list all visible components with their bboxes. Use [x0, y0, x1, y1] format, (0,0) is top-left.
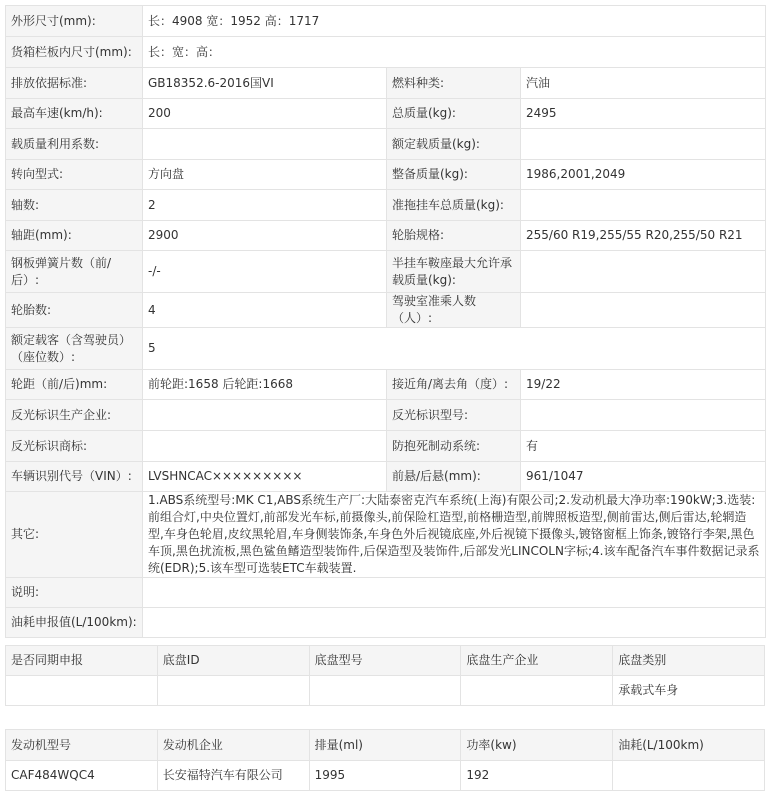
reflector-maker-value [143, 400, 387, 431]
curb-weight-value: 1986,2001,2049 [521, 160, 766, 190]
fuel-type-label: 燃料种类: [387, 68, 521, 99]
abs-value: 有 [521, 431, 766, 462]
dims-value: 长：4908 宽：1952 高：1717 [143, 6, 766, 37]
track-width-value: 前轮距:1658 后轮距:1668 [143, 370, 387, 400]
trailer-mass-label: 准拖挂车总质量(kg): [387, 190, 521, 221]
load-utilization-label: 载质量利用系数: [6, 129, 143, 160]
curb-weight-label: 整备质量(kg): [387, 160, 521, 190]
other-label: 其它: [6, 492, 143, 578]
chassis-header-cell: 是否同期申报 [6, 646, 158, 676]
leaf-spring-value: -/- [143, 251, 387, 293]
axle-count-label: 轴数: [6, 190, 143, 221]
leaf-spring-label: 钢板弹簧片数（前/后）: [6, 251, 143, 293]
engine-header-cell: 油耗(L/100km) [613, 730, 765, 761]
reflector-brand-value [143, 431, 387, 462]
emission-standard-label: 排放依据标准: [6, 68, 143, 99]
max-speed-label: 最高车速(km/h): [6, 99, 143, 129]
trailer-mass-value [521, 190, 766, 221]
overhang-value: 961/1047 [521, 462, 766, 492]
total-mass-label: 总质量(kg): [387, 99, 521, 129]
load-utilization-value [143, 129, 387, 160]
reflector-model-label: 反光标识型号: [387, 400, 521, 431]
rated-load-label: 额定载质量(kg): [387, 129, 521, 160]
other-value: 1.ABS系统型号:MK C1,ABS系统生产厂:大陆泰密克汽车系统(上海)有限公司;2.发动机最大净功率:190kW;3.选装:前组合灯,中央位置灯,前部发光车标,前摄像头,前保险杠造型,前格栅造型,前牌照板造型,侧前雷达,侧后雷达,轮辋造型,车身色轮眉,皮纹黑轮眉,车身侧装饰条,车身色外后视镜底座,外后视镜下摄像头,镀铬窗框上饰条,镀铬行李架,黑色车顶,黑色扰流板,黑色鲨鱼鳍造型装饰件,后保造型及装饰件,后部发光LINCOLN字标;4.该车配备汽车事件数据记录系统(EDR);5.该车型可选装ETC车载装置. [143, 492, 766, 578]
emission-standard-value: GB18352.6-2016国VI [143, 68, 387, 99]
tyre-spec-label: 轮胎规格: [387, 221, 521, 251]
wheelbase-label: 轴距(mm): [6, 221, 143, 251]
chassis-header-cell: 底盘类别 [613, 646, 765, 676]
reflector-model-value [521, 400, 766, 431]
tyre-count-label: 轮胎数: [6, 293, 143, 328]
approach-departure-value: 19/22 [521, 370, 766, 400]
fuel-consumption-value [143, 608, 766, 638]
rated-load-value [521, 129, 766, 160]
cargo-dims-value: 长：宽：高： [143, 37, 766, 68]
cargo-dims-label: 货箱栏板内尺寸(mm): [6, 37, 143, 68]
track-width-label: 轮距（前/后)mm: [6, 370, 143, 400]
abs-label: 防抱死制动系统: [387, 431, 521, 462]
engine-cell [613, 761, 765, 791]
approach-departure-label: 接近角/离去角（度）: [387, 370, 521, 400]
vin-label: 车辆识别代号（VIN）: [6, 462, 143, 492]
dims-label: 外形尺寸(mm): [6, 6, 143, 37]
note-label: 说明: [6, 578, 143, 608]
axle-count-value: 2 [143, 190, 387, 221]
engine-table [5, 729, 765, 791]
reflector-maker-label: 反光标识生产企业: [6, 400, 143, 431]
chassis-cell [6, 676, 158, 706]
chassis-cell [309, 676, 461, 706]
overhang-label: 前悬/后悬(mm): [387, 462, 521, 492]
total-mass-value: 2495 [521, 99, 766, 129]
vin-value: LVSHNCAC××××××××× [143, 462, 387, 492]
vehicle-spec-table [5, 5, 766, 638]
engine-cell: 192 [461, 761, 613, 791]
passenger-capacity-value: 5 [143, 328, 766, 370]
engine-cell: 1995 [309, 761, 461, 791]
fuel-type-value: 汽油 [521, 68, 766, 99]
note-value [143, 578, 766, 608]
engine-header-cell: 排量(ml) [309, 730, 461, 761]
steering-type-label: 转向型式: [6, 160, 143, 190]
max-speed-value: 200 [143, 99, 387, 129]
chassis-header-cell: 底盘ID [157, 646, 309, 676]
saddle-capacity-value [521, 251, 766, 293]
chassis-header-cell: 底盘型号 [309, 646, 461, 676]
chassis-cell [157, 676, 309, 706]
cab-capacity-label: 驾驶室准乘人数（人）: [387, 293, 521, 328]
engine-header-cell: 功率(kw) [461, 730, 613, 761]
engine-header-cell: 发动机型号 [6, 730, 158, 761]
tyre-count-value: 4 [143, 293, 387, 328]
engine-cell: 长安福特汽车有限公司 [157, 761, 309, 791]
reflector-brand-label: 反光标识商标: [6, 431, 143, 462]
cab-capacity-value [521, 293, 766, 328]
engine-header-cell: 发动机企业 [157, 730, 309, 761]
chassis-cell: 承载式车身 [613, 676, 765, 706]
table-row [6, 676, 765, 706]
passenger-capacity-label: 额定载客（含驾驶员）（座位数）: [6, 328, 143, 370]
engine-header-row [6, 730, 765, 761]
chassis-header-cell: 底盘生产企业 [461, 646, 613, 676]
fuel-consumption-label: 油耗申报值(L/100km): [6, 608, 143, 638]
steering-type-value: 方向盘 [143, 160, 387, 190]
chassis-cell [461, 676, 613, 706]
tyre-spec-value: 255/60 R19,255/55 R20,255/50 R21 [521, 221, 766, 251]
chassis-header-row [6, 646, 765, 676]
chassis-table [5, 645, 765, 706]
engine-cell: CAF484WQC4 [6, 761, 158, 791]
saddle-capacity-label: 半挂车鞍座最大允许承载质量(kg): [387, 251, 521, 293]
wheelbase-value: 2900 [143, 221, 387, 251]
table-row [6, 761, 765, 791]
